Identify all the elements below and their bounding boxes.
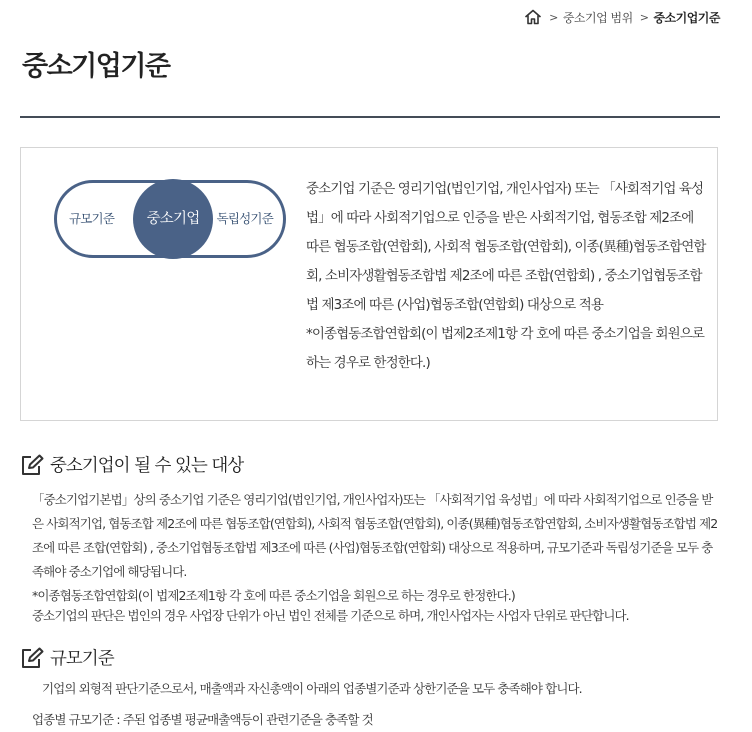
section-title-size: 규모기준: [50, 649, 114, 669]
size-paragraph: 기업의 외형적 판단기준으로서, 매출액과 자신총액이 아래의 업종별기준과 상한기준을 모두 충족해야 합니다.: [42, 681, 582, 696]
breadcrumb-separator: >: [639, 10, 649, 24]
section-heading-size: [20, 645, 114, 670]
breadcrumb-item-sme-criteria[interactable]: 중소기업기준: [653, 10, 720, 25]
eligible-paragraph-block: [32, 488, 722, 608]
breadcrumb-item-sme-scope[interactable]: 중소기업 범위: [562, 10, 633, 25]
info-box: [20, 147, 718, 421]
edit-icon: [20, 647, 44, 669]
breadcrumb: [524, 6, 720, 28]
title-divider: [20, 116, 720, 118]
criteria-diagram: [54, 180, 286, 258]
eligible-paragraph: 「중소기업기본법」상의 중소기업 기준은 영리기업(법인기업, 개인사업자)또는 「사회적기업 육성법」에 따라 사회적기업으로 인증을 받은 사회적기업, 협동조합 제2조에 따른 협동조합(연합회), 사회적 협동조합(연합회), 이종(異種)협동조합연합회, 소비자생활협동조합법 제2조에 따른 조합(연합회) , 중소기업협동조합법 제3조에 따른 (사업)협동조합(연합회) 대상으로 적용하며, 규모기준과 독립성기준을 모두 충족해야 중소기업에 해당됩니다.: [32, 492, 718, 579]
edit-icon: [20, 454, 44, 476]
breadcrumb-separator: >: [549, 10, 558, 24]
eligible-note: *이종협동조합연합회(이 법제2조제1항 각 호에 따른 중소기업을 회원으로 하는 경우로 한정한다.): [32, 588, 515, 603]
section-title-eligible: 중소기업이 될 수 있는 대상: [50, 456, 244, 476]
info-box-text: [306, 175, 706, 378]
diagram-independence-criteria: 독립성기준: [216, 211, 273, 226]
home-icon[interactable]: [524, 9, 542, 25]
size-criteria-text: 업종별 규모기준 : 주된 업종별 평균매출액등이 관련기준을 충족할 것: [32, 712, 373, 727]
info-box-note: *이종협동조합연합회(이 법제2조제1항 각 호에 따른 중소기업을 회원으로 하는 경우로 한정한다.): [306, 326, 705, 371]
info-box-paragraph: 중소기업 기준은 영리기업(법인기업, 개인사업자) 또는 「사회적기업 육성법」에 따라 사회적기업으로 인증을 받은 사회적기업, 협동조합 제2조에 따른 협동조합(연합회), 사회적 협동조합(연합회), 이종(異種)협동조합연합회, 소비자생활협동조합법 제2조에 따른 조합(연합회) , 중소기업협동조합법 제3조에 따른 (사업)협동조합(연합회) 대상으로 적용: [306, 181, 706, 313]
diagram-size-criteria: 규모기준: [69, 211, 115, 226]
judgement-text: 중소기업의 판단은 법인의 경우 사업장 단위가 아닌 법인 전체를 기준으로 하며, 개인사업자는 사업자 단위로 판단합니다.: [32, 608, 629, 623]
page-title: 중소기업기준: [22, 51, 170, 82]
section-heading-eligible: [20, 452, 243, 477]
diagram-sme-center: 중소기업: [133, 179, 213, 259]
